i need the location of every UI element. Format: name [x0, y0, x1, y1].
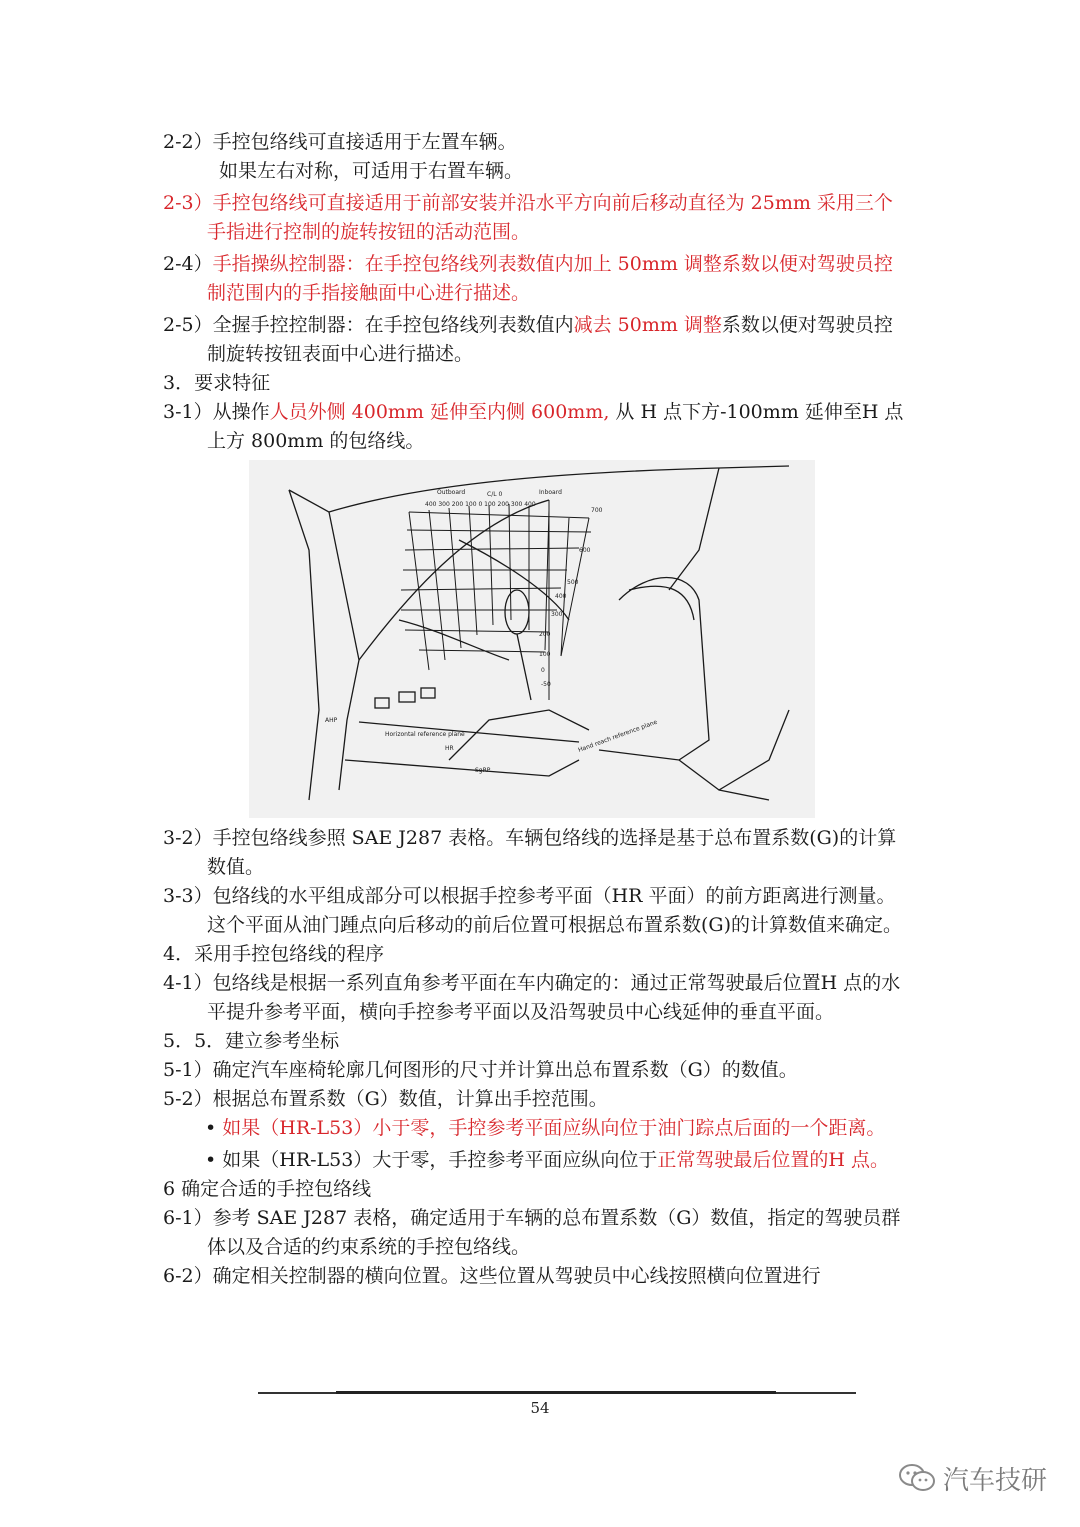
section-4-heading: 4．采用手控包络线的程序 [163, 943, 385, 965]
item-3-1-highlight: 人员外侧 400mm 延伸至内侧 600mm, [269, 401, 610, 423]
label-scale-500: 500 [567, 579, 579, 586]
bullet-2-highlight: 正常驾驶最后位置的H 点。 [657, 1149, 889, 1171]
bullet-1-highlight: 如果（HR-L53）小于零，手控参考平面应纵向位于油门踪点后面的一个距离。 [222, 1117, 886, 1139]
item-2-4-highlight: 手指操纵控制器：在手控包络线列表数值内加上 50mm 调整系数以便对驾驶员控制范围内的手指接触面中心进行描述。 [207, 253, 893, 304]
page-content [163, 128, 908, 1291]
label-scale-200: 200 [539, 631, 551, 638]
item-4-1: 4-1）包络线是根据一系列直角参考平面在车内确定的：通过正常驾驶最后位置H 点的水平提升参考平面，横向手控参考平面以及沿驾驶员中心线延伸的垂直平面。 [163, 972, 901, 1023]
section-3-heading: 3．要求特征 [163, 372, 271, 394]
item-5-2: 5-2）根据总布置系数（G）数值，计算出手控范围。 [163, 1088, 608, 1110]
item-6-1: 6-1）参考 SAE J287 表格，确定适用于车辆的总布置系数（G）数值，指定的驾驶员群体以及合适的约束系统的手控包络线。 [163, 1207, 901, 1258]
label-hand-reach-plane: Hand reach reference plane [577, 718, 659, 754]
label-sgrp: SgRP [475, 767, 491, 774]
footer-rule-thick [336, 1391, 776, 1394]
bullet-hr-greater-than-zero [163, 1146, 908, 1175]
bullet-hr-less-than-zero [163, 1114, 908, 1143]
item-2-2-note: 如果左右对称，可适用于右置车辆。 [219, 160, 524, 182]
label-outboard: Outboard [437, 489, 466, 496]
item-5-1: 5-1）确定汽车座椅轮廓几何图形的尺寸并计算出总布置系数（G）的数值。 [163, 1059, 798, 1081]
label-ahp: AHP [325, 717, 338, 724]
section-5-heading: 5．5．建立参考坐标 [163, 1030, 340, 1052]
vehicle-interior-drawing [249, 460, 815, 818]
item-2-5 [163, 311, 908, 369]
label-scale-700: 700 [591, 507, 603, 514]
label-centerline: C/L 0 [487, 491, 503, 498]
hand-reach-envelope-figure [249, 460, 815, 818]
label-scale-600: 600 [579, 547, 591, 554]
label-scale-400: 400 [555, 593, 567, 600]
item-3-2: 3-2）手控包络线参照 SAE J287 表格。车辆包络线的选择是基于总布置系数(G)的计算数值。 [163, 827, 897, 878]
section-6-heading: 6 确定合适的手控包络线 [163, 1178, 372, 1200]
watermark [897, 1458, 1047, 1498]
item-3-3: 3-3）包络线的水平组成部分可以根据手控参考平面（HR 平面）的前方距离进行测量。这个平面从油门踵点向后移动的前后位置可根据总布置系数(G)的计算数值来确定。 [163, 885, 903, 936]
item-3-1-text-a: 3-1）从操作 [163, 401, 270, 423]
item-3-1 [163, 398, 908, 456]
item-2-5-text-a: 2-5）全握手控控制器：在手控包络线列表数值内 [163, 314, 574, 336]
label-scale-100: 100 [539, 651, 551, 658]
label-scale-minus50: -50 [541, 681, 551, 688]
label-scale-300: 300 [551, 611, 563, 618]
item-6-2: 6-2）确定相关控制器的横向位置。这些位置从驾驶员中心线按照横向位置进行 [163, 1265, 821, 1287]
item-2-2: 2-2）手控包络线可直接适用于左置车辆。 [163, 131, 517, 153]
watermark-text: 汽车技研 [942, 1465, 1047, 1496]
label-hr: HR [445, 745, 454, 752]
item-2-3: 2-3）手控包络线可直接适用于前部安装并沿水平方向前后移动直径为 25mm 采用三个手指进行控制的旋转按钮的活动范围。 [163, 192, 893, 243]
wechat-icon [897, 1462, 937, 1494]
label-top-scale: 400 300 200 100 0 100 200 300 400 [425, 501, 536, 508]
item-2-4 [163, 250, 908, 308]
item-3-1-text-b: 从 H 点下方-100mm 延伸至H 点上方 800mm 的包络线。 [207, 401, 904, 452]
label-scale-0: 0 [541, 667, 545, 674]
label-inboard: Inboard [539, 489, 562, 496]
bullet-2-text: 如果（HR-L53）大于零，手控参考平面应纵向位于 [222, 1149, 658, 1171]
item-2-5-highlight: 减去 50mm 调整 [573, 314, 722, 336]
item-2-5-text-b: 系数以便对驾驶员控制旋转按钮表面中心进行描述。 [207, 314, 893, 365]
page-number: 54 [530, 1399, 550, 1417]
label-horizontal-plane: Horizontal reference plane [385, 731, 465, 738]
bullet-dot: • [205, 1117, 217, 1139]
item-2-4-prefix: 2-4） [163, 253, 213, 275]
bullet-dot: • [205, 1149, 217, 1171]
